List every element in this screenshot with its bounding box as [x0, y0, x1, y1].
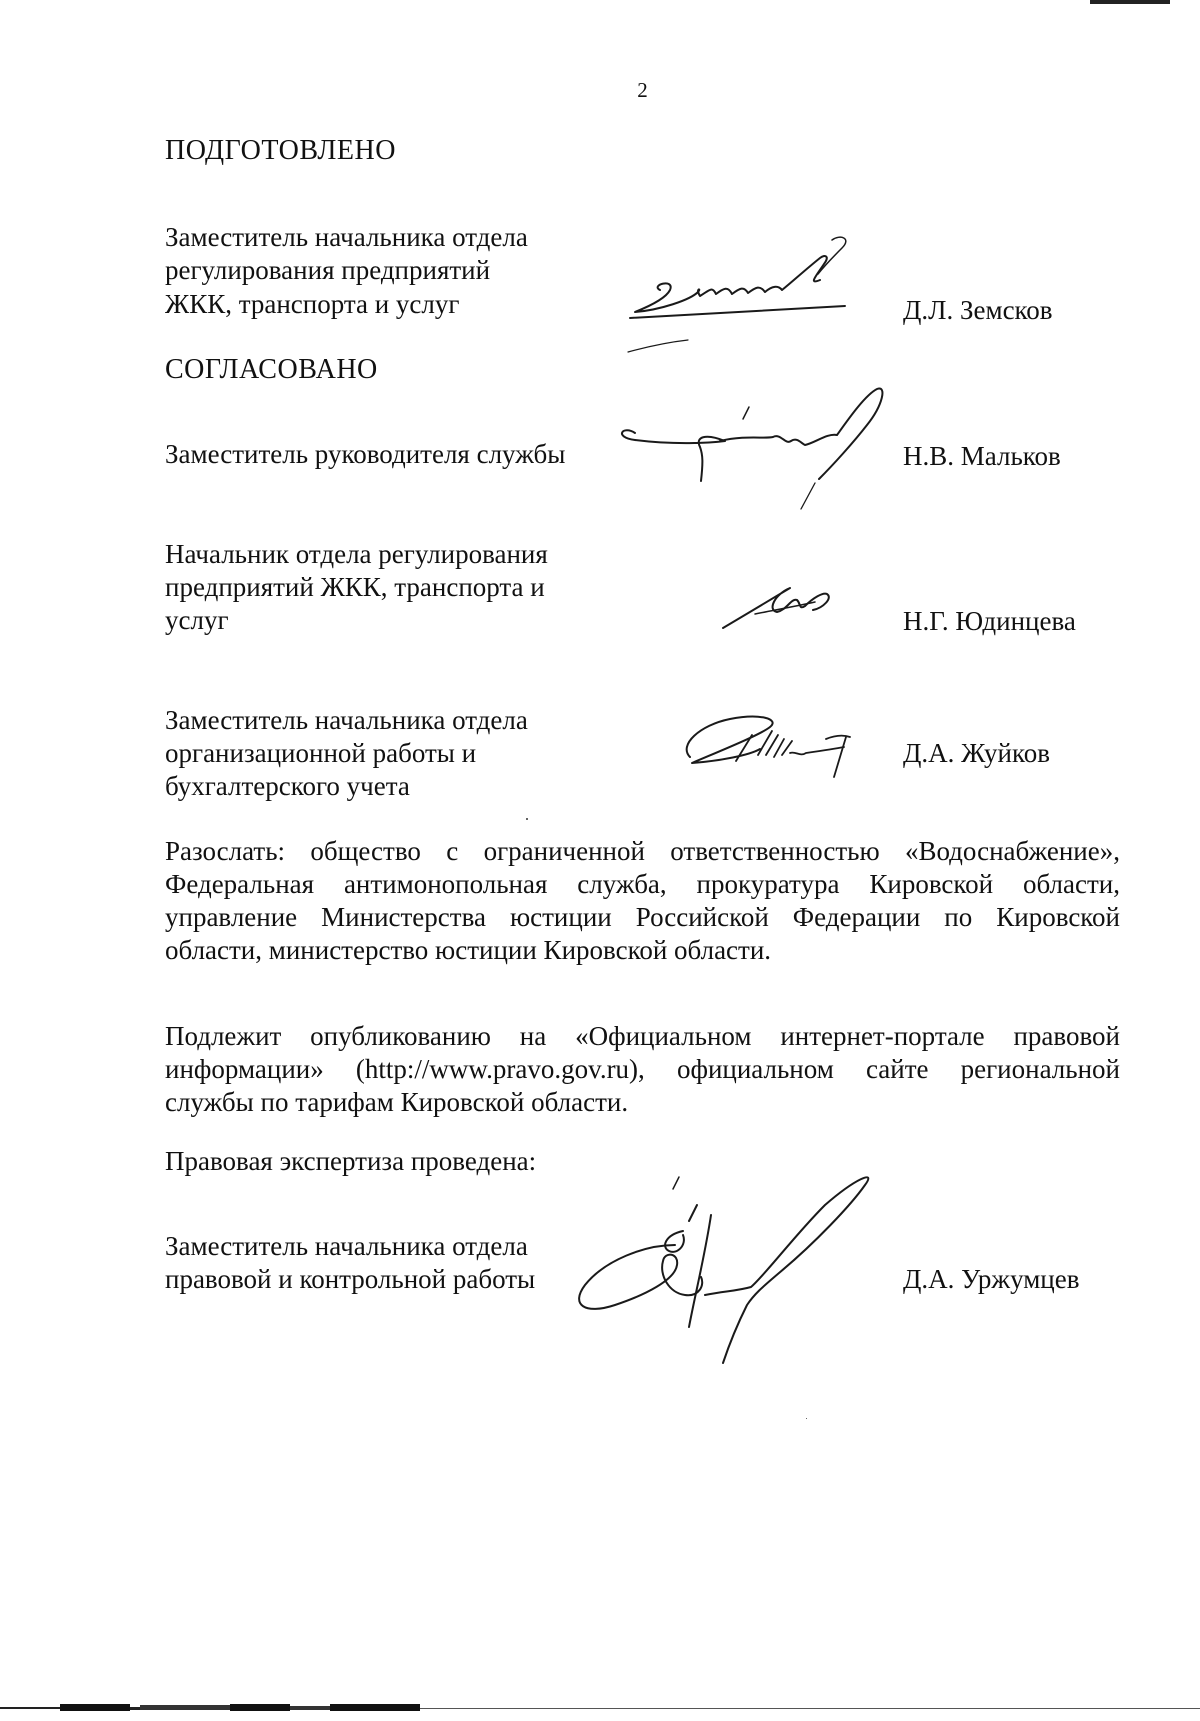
publication-paragraph: [165, 1020, 1120, 1119]
agreed-role-line: услуг: [165, 605, 229, 635]
prepared-role-line: ЖКК, транспорта и услуг: [165, 289, 460, 319]
scan-speck: [806, 1418, 807, 1419]
legal-review-role-line: Заместитель начальника отдела: [165, 1231, 528, 1261]
prepared-heading: ПОДГОТОВЛЕНО: [165, 135, 396, 166]
distribution-line: управление Министерства юстиции Российской Федерации по Кировской: [165, 902, 1120, 932]
publication-line: Подлежит опубликованию на «Официальном интернет-портале правовой: [165, 1021, 1120, 1051]
publication-line: информации» (http://www.pravo.gov.ru), официальном сайте региональной: [165, 1054, 1120, 1084]
prepared-role-line: Заместитель начальника отдела: [165, 222, 528, 252]
agreed-role-line: Заместитель начальника отдела: [165, 705, 528, 735]
distribution-paragraph: [165, 835, 1120, 967]
signature-urzhumtsev: [565, 1165, 885, 1365]
page-number: 2: [637, 78, 648, 102]
agreed-heading: СОГЛАСОВАНО: [165, 354, 378, 385]
distribution-line: Разослать: общество с ограниченной ответственностью «Водоснабжение»,: [165, 836, 1120, 866]
agreed-role-line: организационной работы и: [165, 738, 477, 768]
agreed-role-line: предприятий ЖКК, транспорта и: [165, 572, 545, 602]
legal-review-role-line: правовой и контрольной работы: [165, 1264, 536, 1294]
agreed-signer-name: Н.В. Мальков: [903, 441, 1061, 471]
scan-artifact-top: [1090, 0, 1170, 4]
signature-malkov: [605, 385, 905, 525]
distribution-line: области, министерство юстиции Кировской области.: [165, 935, 772, 965]
distribution-line: Федеральная антимонопольная служба, прокуратура Кировской области,: [165, 869, 1120, 899]
legal-review-signer-name: Д.А. Уржумцев: [903, 1264, 1080, 1294]
signature-yudintseva: [715, 570, 845, 640]
legal-review-heading: Правовая экспертиза проведена:: [165, 1146, 537, 1176]
agreed-role-line: Заместитель руководителя службы: [165, 439, 566, 469]
scan-artifact-bottom: [0, 1703, 1200, 1713]
prepared-signer-name: Д.Л. Земсков: [903, 295, 1053, 325]
publication-line: службы по тарифам Кировской области.: [165, 1087, 629, 1117]
agreed-signer-name: Д.А. Жуйков: [903, 738, 1050, 768]
agreed-signer-name: Н.Г. Юдинцева: [903, 606, 1076, 636]
signature-zhuykov: [670, 705, 890, 785]
prepared-role-line: регулирования предприятий: [165, 255, 491, 285]
agreed-role-line: бухгалтерского учета: [165, 771, 410, 801]
scan-speck: [526, 818, 528, 820]
agreed-role-line: Начальник отдела регулирования: [165, 539, 548, 569]
signature-zemskov: [620, 230, 920, 360]
